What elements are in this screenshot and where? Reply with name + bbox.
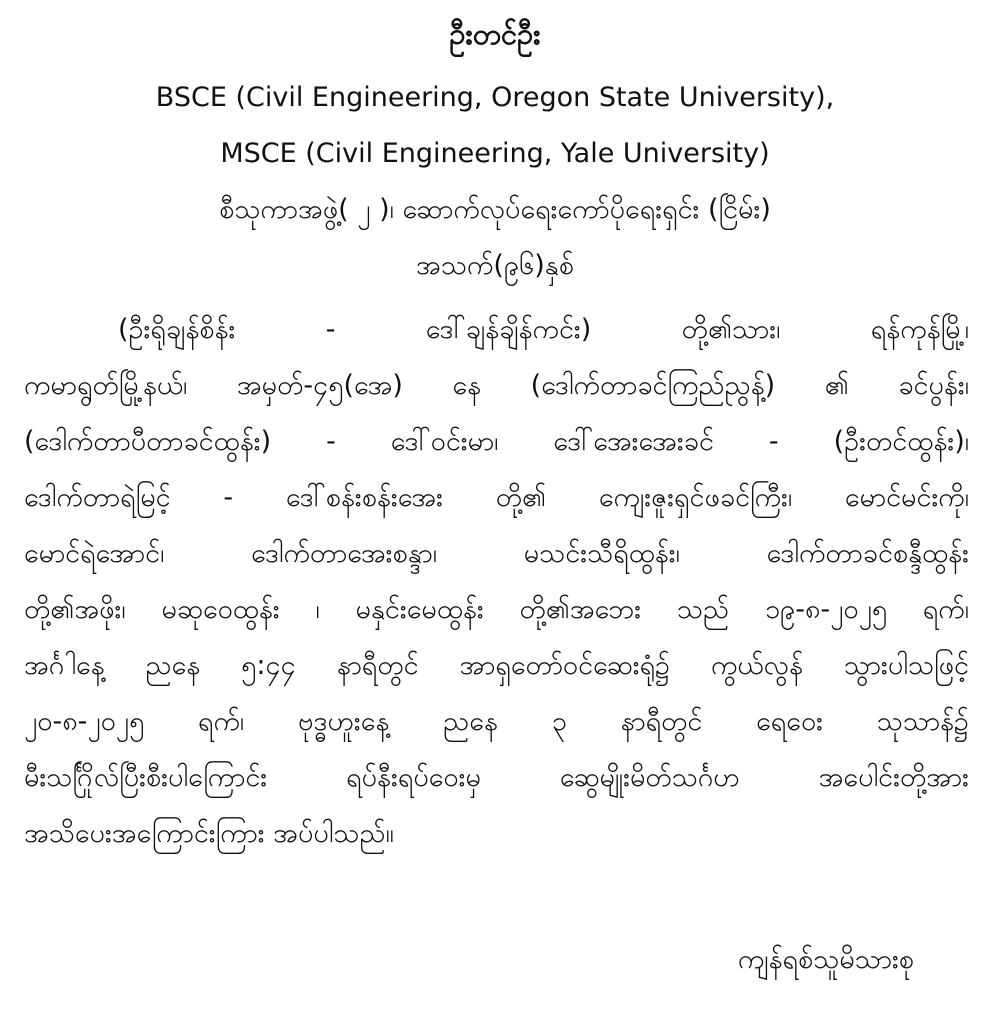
family-signoff: ကျန်ရစ်သူမိသားစု [737,944,914,975]
notice-body-line-last: အသိပေးအကြောင်းကြား အပ်ပါသည်။ [24,818,394,849]
notice-body-line: အင်္ဂါနေ့ ညနေ ၅:၄၄ နာရီတွင် အာရှတော်ဝင်ဆေးရုံ၌ ကွယ်လွန် သွားပါသဖြင့် [24,650,969,681]
degree-line-msce: MSCE (Civil Engineering, Yale University) [220,138,770,169]
position-line: စီသုကာအဖွဲ့( ၂ )၊ ဆောက်လုပ်ရေးကော်ပိုရေးရှင်း (ငြိမ်း) [219,194,771,225]
notice-body-line: ၂၀-၈-၂၀၂၅ ရက်၊ ဗုဒ္ဓဟူးနေ့ ညနေ ၃ နာရီတွင် ရေဝေး သုသာန်၌ [24,706,969,737]
notice-body-line: ဒေါက်တာရဲမြင့် - ဒေါ်စန်းစန်းအေး တို့၏ ကျေးဇူးရှင်ဖခင်ကြီး၊ မောင်မင်းကို၊ [24,482,969,513]
notice-body-line: မောင်ရဲအောင်၊ ဒေါက်တာအေးစန္ဒာ၊ မသင်းသီရိထွန်း၊ ဒေါက်တာခင်စန္ဒီထွန်း [24,538,969,569]
notice-body-line: တို့၏အဖိုး၊ မဆုဝေထွန်း ၊ မနှင်းမေထွန်း တို့၏အဘေး သည် ၁၉-၈-၂၀၂၅ ရက်၊ [24,594,969,625]
notice-body-line: (ဒေါက်တာပီတာခင်ထွန်း) - ဒေါ်ဝင်းမာ၊ ဒေါ်အေးအေးခင် - (ဦးတင်ထွန်း)၊ [24,426,969,457]
deceased-name: ဦးတင်ဦး [449,17,541,51]
age-line: အသက်(၉၆)နှစ် [416,250,574,281]
notice-body-line: ကမာရွတ်မြို့နယ်၊ အမှတ်-၄၅(အေ) နေ (ဒေါက်တာခင်ကြည်ညွန့်) ၏ ခင်ပွန်း၊ [24,370,969,401]
notice-body-line: မီးသင်္ဂြိုလ်ပြီးစီးပါကြောင်း ရပ်နီးရပ်ဝေးမှ ဆွေမျိုးမိတ်သင်္ဂဟ အပေါင်းတို့အား [24,762,969,793]
notice-body-line: (ဦးရိုချန်စိန်း - ဒေါ်ချန်ချိန်ကင်း) တို့၏သား၊ ရန်ကုန်မြို့၊ [118,314,969,345]
degree-line-bsce: BSCE (Civil Engineering, Oregon State University), [155,82,835,113]
